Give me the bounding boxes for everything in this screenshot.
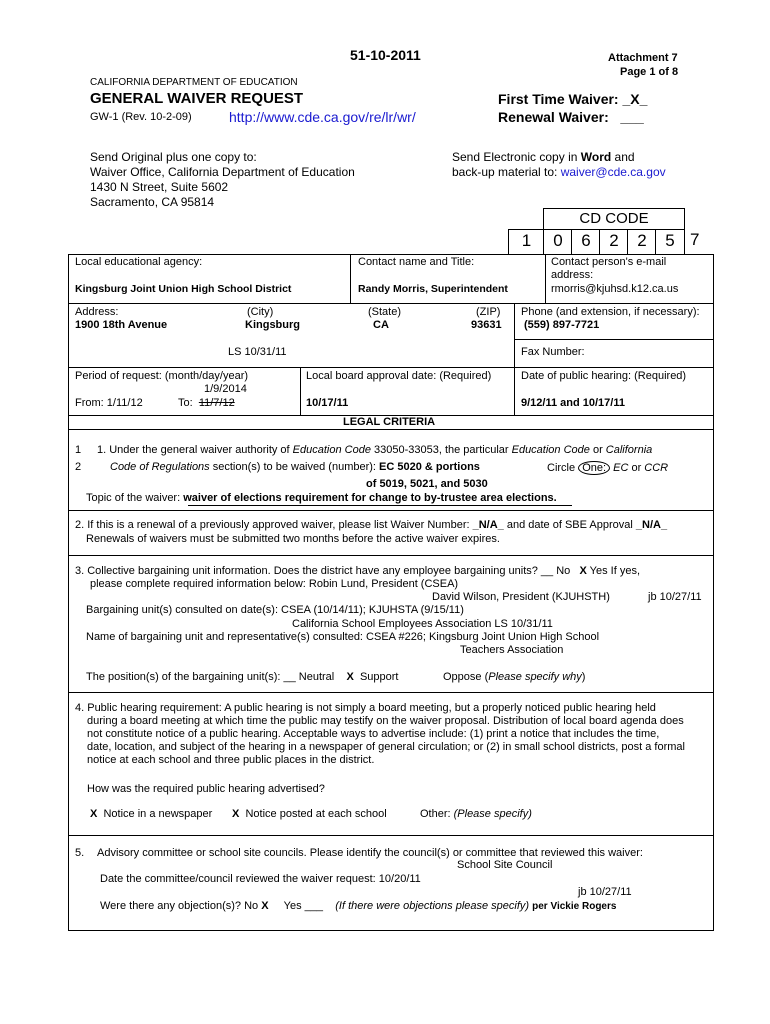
- divider: [300, 367, 301, 415]
- divider: [68, 835, 714, 836]
- period-from-value: 1/11/12: [106, 397, 143, 409]
- page-number: Page 1 of 8: [620, 66, 679, 78]
- q3-yes-mark: X: [579, 565, 587, 577]
- city-value: Kingsburg: [245, 319, 300, 331]
- divider: [514, 339, 714, 340]
- q5-date-line: Date the committee/council reviewed the waiver request: 10/20/11: [100, 873, 421, 885]
- renewal-waiver-label: Renewal Waiver: ___: [498, 109, 644, 125]
- period-handwritten-date: 1/9/2014: [204, 383, 247, 395]
- city-label: (City): [247, 306, 274, 318]
- phone-label: Phone (and extension, if necessary):: [521, 306, 700, 318]
- zip-label: (ZIP): [476, 306, 501, 318]
- address-value: 1900 18th Avenue: [75, 319, 168, 331]
- divider: [350, 254, 351, 303]
- period-label: Period of request: (month/day/year): [75, 370, 249, 382]
- contact-email-label: Contact person's e-mail address:: [551, 256, 667, 281]
- board-approval-label: Local board approval date: (Required): [306, 370, 492, 382]
- q3-initials: jb 10/27/11: [648, 591, 702, 603]
- attachment-label: Attachment 7: [608, 52, 678, 64]
- period-to: To: 11/7/12: [178, 397, 235, 409]
- q5-initials: jb 10/27/11: [578, 886, 632, 898]
- cd-code-digit-1: 1: [508, 229, 544, 255]
- q5-number: 5.: [75, 847, 85, 859]
- q4-option-other: Other: (Please specify): [420, 808, 532, 820]
- divider: [545, 254, 546, 303]
- zip-value: 93631: [471, 319, 502, 331]
- lea-label: Local educational agency:: [75, 256, 203, 268]
- cd-code-digit-4: 2: [599, 229, 628, 255]
- form-id: GW-1 (Rev. 10-2-09): [90, 111, 192, 123]
- legal-criteria-heading: LEGAL CRITERIA: [343, 416, 436, 428]
- q3-support-mark: X: [346, 671, 354, 683]
- legal-line-3: of 5019, 5021, and 5030: [366, 478, 488, 490]
- send-original-block: Send Original plus one copy to: Waiver Office, California Department of Education 1430 N Street, Suite 5602 Sacramento, CA 95814: [90, 150, 355, 209]
- address-label: Address:: [75, 306, 119, 318]
- margin-number-1: 1: [75, 444, 82, 456]
- ec-option: EC: [613, 462, 629, 474]
- department-name: CALIFORNIA DEPARTMENT OF EDUCATION: [90, 77, 298, 88]
- divider: [68, 429, 714, 430]
- legal-line-1: 1. Under the general waiver authority of Education Code 33050-33053, the particular Education Code or California: [97, 444, 653, 456]
- waiver-url-link[interactable]: http://www.cde.ca.gov/re/lr/wr/: [229, 109, 416, 125]
- period-from: From: 1/11/12: [75, 397, 143, 409]
- q3-line-3: David Wilson, President (KJUHSTH): [432, 591, 610, 603]
- divider: [68, 303, 714, 304]
- fax-label: Fax Number:: [521, 346, 585, 358]
- cd-code-digit-5: 2: [627, 229, 656, 255]
- cd-code-label: CD CODE: [543, 208, 685, 230]
- divider: [68, 367, 714, 368]
- q3-oppose: Oppose (Please specify why): [443, 671, 586, 683]
- cd-code-digit-2: 0: [543, 229, 572, 255]
- ls-initials-note: LS 10/31/11: [228, 346, 287, 358]
- circle-one-mark: One:: [578, 461, 610, 475]
- q3-line-7: Teachers Association: [460, 644, 564, 656]
- phone-value: (559) 897-7721: [524, 319, 600, 331]
- q2-line-2: Renewals of waivers must be submitted two months before the active waiver expires.: [86, 533, 500, 545]
- circle-one-selector: Circle One: EC or CCR: [547, 462, 669, 474]
- waiver-topic: Topic of the waiver: waiver of elections requirement for change to by-trustee area elections.: [86, 492, 557, 504]
- q3-position: The position(s) of the bargaining unit(s): __ Neutral X Support: [86, 671, 399, 683]
- lea-value: Kingsburg Joint Union High School District: [75, 283, 292, 295]
- state-value: CA: [373, 319, 389, 331]
- legal-line-2: Code of Regulations section(s) to be waived (number): EC 5020 & portions: [110, 461, 480, 473]
- board-approval-value: 10/17/11: [306, 397, 349, 409]
- topic-underline: [188, 505, 572, 506]
- q3-line-1: 3. Collective bargaining unit information. Does the district have any employee bargaining units? __ No X Yes If yes,: [75, 565, 641, 577]
- renewal-waiver-value: ___: [620, 109, 644, 125]
- q4-text: 4. Public hearing requirement: A public hearing is not simply a board meeting, but a properly noticed public hearing held during a board meeting at which time the public may testify on the waiver proposal. Distribution of local board agenda does not constitute notice of a public hearing. Acceptable ways to advertise include: (1) print a notice that includes the time, date, location, and subject of the hearing in a newspaper of general circulation; or (2) in small school districts, post a formal notice at each school and three public places in the district.: [75, 702, 685, 766]
- state-label: (State): [368, 306, 402, 318]
- contact-value: Randy Morris, Superintendent: [358, 283, 508, 295]
- divider: [68, 555, 714, 556]
- first-time-waiver-value: _X_: [622, 91, 648, 107]
- q2-line-1: 2. If this is a renewal of a previously approved waiver, please list Waiver Number: _N/A_ and date of SBE Approval _N/A_: [75, 519, 668, 531]
- contact-email-value: rmorris@kjuhsd.k12.ca.us: [551, 283, 679, 295]
- hearing-date-label: Date of public hearing: (Required): [521, 370, 687, 382]
- waiver-email-link[interactable]: waiver@cde.ca.gov: [560, 165, 666, 179]
- q4-question: How was the required public hearing advertised?: [87, 783, 325, 795]
- q3-line-6: Name of bargaining unit and representative(s) consulted: CSEA #226; Kingsburg Joint Union High School: [86, 631, 600, 643]
- first-time-waiver-label: First Time Waiver: _X_: [498, 91, 648, 107]
- q3-line-2: please complete required information below: Robin Lund, President (CSEA): [90, 578, 459, 590]
- margin-number-2: 2: [75, 461, 82, 473]
- q5-council: School Site Council: [457, 859, 553, 871]
- q5-line-1: Advisory committee or school site councils. Please identify the council(s) or committee that reviewed this waiver:: [97, 847, 643, 859]
- q4-option-posted: X Notice posted at each school: [232, 808, 387, 820]
- waiver-topic-value: waiver of elections requirement for change to by-trustee area elections.: [183, 492, 557, 504]
- cd-code-digit-3: 6: [571, 229, 600, 255]
- send-electronic-block: Send Electronic copy in Word and back-up material to: waiver@cde.ca.gov: [452, 150, 666, 179]
- q3-line-5: California School Employees Association LS 10/31/11: [292, 618, 553, 630]
- q5-initials-name: per Vickie Rogers: [532, 901, 617, 912]
- divider: [68, 510, 714, 511]
- document-date: 51-10-2011: [350, 47, 421, 63]
- q3-line-4: Bargaining unit(s) consulted on date(s): CSEA (10/14/11); KJUHSTA (9/15/11): [86, 604, 464, 616]
- form-frame: [68, 254, 714, 931]
- hearing-date-value: 9/12/11 and 10/17/11: [521, 397, 625, 409]
- divider: [68, 692, 714, 693]
- q4-newspaper-mark: X: [90, 808, 98, 820]
- ccr-option: CCR: [644, 462, 669, 474]
- period-to-value: 11/7/12: [198, 397, 235, 409]
- q4-posted-mark: X: [232, 808, 240, 820]
- cd-code-digit-7: 7: [690, 230, 700, 249]
- cd-code-digit-6: 5: [655, 229, 685, 255]
- contact-label: Contact name and Title:: [358, 256, 475, 268]
- q5-no-mark: X: [261, 900, 269, 912]
- q5-objections: Were there any objection(s)? No X Yes ___ (If there were objections please specify) per Vickie Rogers: [100, 900, 617, 912]
- q4-option-newspaper: X Notice in a newspaper: [90, 808, 213, 820]
- form-title: GENERAL WAIVER REQUEST: [90, 90, 304, 107]
- divider: [514, 303, 515, 415]
